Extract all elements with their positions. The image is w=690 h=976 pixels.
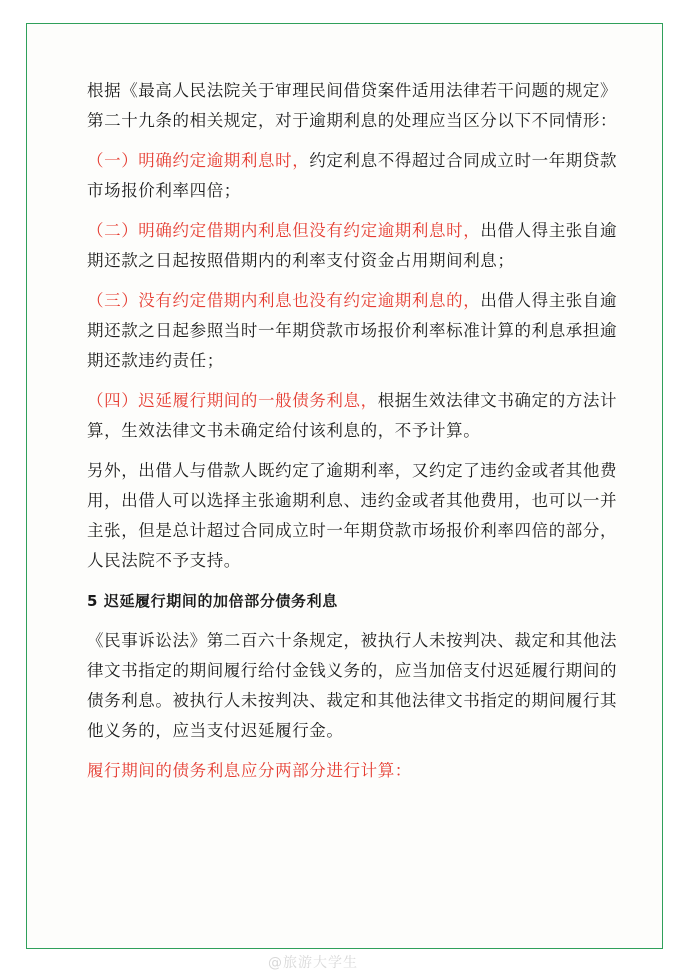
highlighted-text: （二）明确约定借期内利息但没有约定逾期利息时， [87, 221, 481, 240]
paragraph [87, 76, 627, 136]
text-line [87, 286, 627, 316]
paragraph [87, 626, 627, 746]
text-line [87, 146, 627, 176]
body-text: 算，生效法律文书未确定给付该利息的，不予计算。 [87, 421, 481, 440]
body-text: 期还款之日起按照借期内的利率支付资金占用期间利息； [87, 251, 515, 270]
body-text: 用，出借人可以选择主张逾期利息、违约金或者其他费用，也可以一并 [87, 491, 618, 510]
text-line [87, 386, 627, 416]
paragraph [87, 456, 627, 576]
text-line [87, 106, 627, 136]
body-text: 根据生效法律文书确定的方法计 [377, 391, 618, 410]
text-line [87, 316, 627, 346]
text-line [87, 216, 627, 246]
body-text: 5 迟延履行期间的加倍部分债务利息 [87, 592, 338, 610]
paragraph [87, 146, 627, 206]
highlighted-text: （四）迟延履行期间的一般债务利息， [87, 391, 378, 410]
text-line [87, 586, 627, 616]
section-heading [87, 586, 627, 616]
text-line [87, 626, 627, 656]
text-line [87, 756, 627, 786]
paragraph [87, 216, 627, 276]
text-line [87, 246, 627, 276]
body-text: 人民法院不予支持。 [87, 551, 241, 570]
text-line [87, 516, 627, 546]
text-line [87, 176, 627, 206]
body-text: 根据《最高人民法院关于审理民间借贷案件适用法律若干问题的规定》 [87, 81, 618, 100]
body-text: 主张，但是总计超过合同成立时一年期贷款市场报价利率四倍的部分， [87, 521, 618, 540]
highlighted-text: （一）明确约定逾期利息时， [87, 151, 310, 170]
text-line [87, 686, 627, 716]
paragraph [87, 756, 627, 786]
body-text: 市场报价利率四倍； [87, 181, 241, 200]
body-text: 第二十九条的相关规定，对于逾期利息的处理应当区分以下不同情形： [87, 111, 618, 130]
body-text: 期还款违约责任； [87, 351, 224, 370]
text-line [87, 656, 627, 686]
text-line [87, 76, 627, 106]
body-text: 出借人得主张自逾 [480, 221, 618, 240]
body-text: 律文书指定的期间履行给付金钱义务的，应当加倍支付迟延履行期间的 [87, 661, 618, 680]
text-line [87, 546, 627, 576]
paragraph [87, 386, 627, 446]
body-text: 另外，出借人与借款人既约定了逾期利率，又约定了违约金或者其他费 [87, 461, 618, 480]
text-line [87, 716, 627, 746]
body-text: 他义务的，应当支付迟延履行金。 [87, 721, 344, 740]
highlighted-text: （三）没有约定借期内利息也没有约定逾期利息的， [87, 291, 481, 310]
body-text: 出借人得主张自逾 [480, 291, 618, 310]
text-line [87, 346, 627, 376]
highlighted-text: 履行期间的债务利息应分两部分进行计算： [87, 761, 412, 780]
body-text: 《民事诉讼法》第二百六十条规定，被执行人未按判决、裁定和其他法 [87, 631, 618, 650]
paragraph [87, 286, 627, 376]
body-text: 期还款之日起参照当时一年期贷款市场报价利率标准计算的利息承担逾 [87, 321, 618, 340]
watermark: @旅游大学生 [268, 955, 358, 971]
text-line [87, 416, 627, 446]
document-body [87, 76, 627, 796]
text-line [87, 456, 627, 486]
text-line [87, 486, 627, 516]
body-text: 约定利息不得超过合同成立时一年期贷款 [309, 151, 618, 170]
body-text: 债务利息。被执行人未按判决、裁定和其他法律文书指定的期间履行其 [87, 691, 618, 710]
